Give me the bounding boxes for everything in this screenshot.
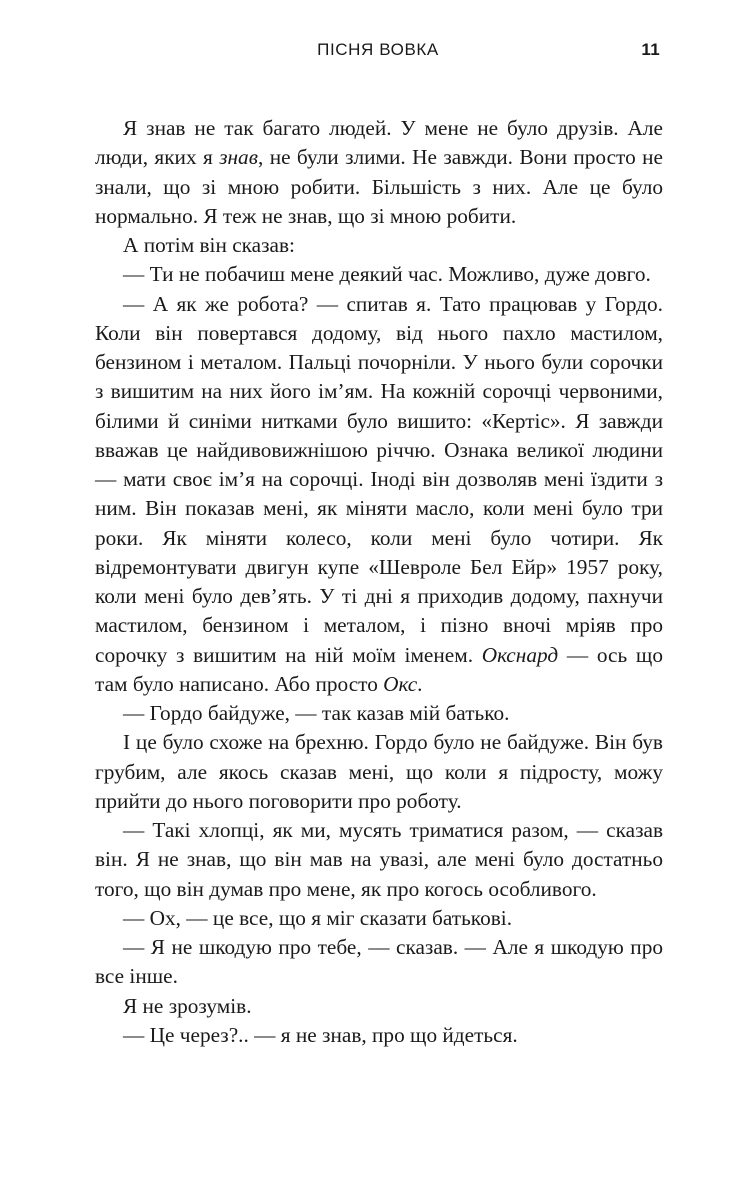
paragraph: — Гордо байдуже, — так казав мій батько. [123,701,510,725]
paragraph: — Ти не побачиш мене деякий час. Можливо, дуже довго. [123,262,651,287]
body-text [95,114,663,1050]
paragraph-text: , не були злими. Не завжди. Вони просто не знали, що зі мною робити. Більшість з них. Але це було нормально. Я теж не знав, що зі мною робити. [95,145,663,228]
paragraph-emphasis: Окснард [481,642,559,667]
paragraph-text: . [417,671,423,696]
paragraph [95,114,663,231]
paragraph [95,290,663,700]
paragraph: Я не зрозумів. [123,993,252,1018]
page-number: 11 [641,40,660,59]
paragraph: І це було схоже на брехню. Гордо було не байдуже. Він був грубим, але якось сказав мені, що коли я підросту, можу прийти до нього поговорити про роботу. [95,730,663,813]
paragraph-emphasis: Окс [383,671,418,696]
paragraph: — Це через?.. — я не знав, про що йдеться. [123,1022,518,1047]
paragraph: — Такі хлопці, як ми, мусять триматися разом, — сказав він. Я не знав, що він мав на увазі, але мені було достатньо того, що він думав про мене, як про когось особливого. [95,818,663,901]
paragraph: А потім він сказав: [123,233,295,257]
paragraph-text: — ось що там було написано. Або просто [95,642,663,696]
running-head [0,40,756,62]
paragraph-emphasis: знав [219,145,258,170]
running-title: ПІСНЯ ВОВКА [317,40,439,59]
paragraph-text: Я знав не так багато людей. У мене не було друзів. Але люди, яких я [95,116,663,170]
paragraph-text: — А як же робота? — спитав я. Тато працював у Гордо. Коли він повертався додому, від нього пахло мастилом, бензином і металом. Пальці почорніли. У нього були сорочки з вишитим на них його ім’ям. На кожній сорочці червоними, білими й синіми нитками було вишито: «Кертіс». Я завжди вважав це найдивовижнішою річчю. Ознака великої людини — мати своє ім’я на сорочці. Іноді він дозволяв мені їздити з ним. Він показав мені, як міняти масло, коли мені було три роки. Як міняти колесо, коли мені було чотири. Як відремонтувати двигун купе «Шевроле Бел Ейр» 1957 року, коли мені було дев’ять. У ті дні я приходив додому, пахнучи мастилом, бензином і металом, і пізно вночі мріяв про сорочку з вишитим на ній моїм іменем. [95,291,663,667]
paragraph: — Ох, — це все, що я міг сказати батькові. [123,905,513,930]
paragraph: — Я не шкодую про тебе, — сказав. — Але я шкодую про все інше. [95,935,663,989]
